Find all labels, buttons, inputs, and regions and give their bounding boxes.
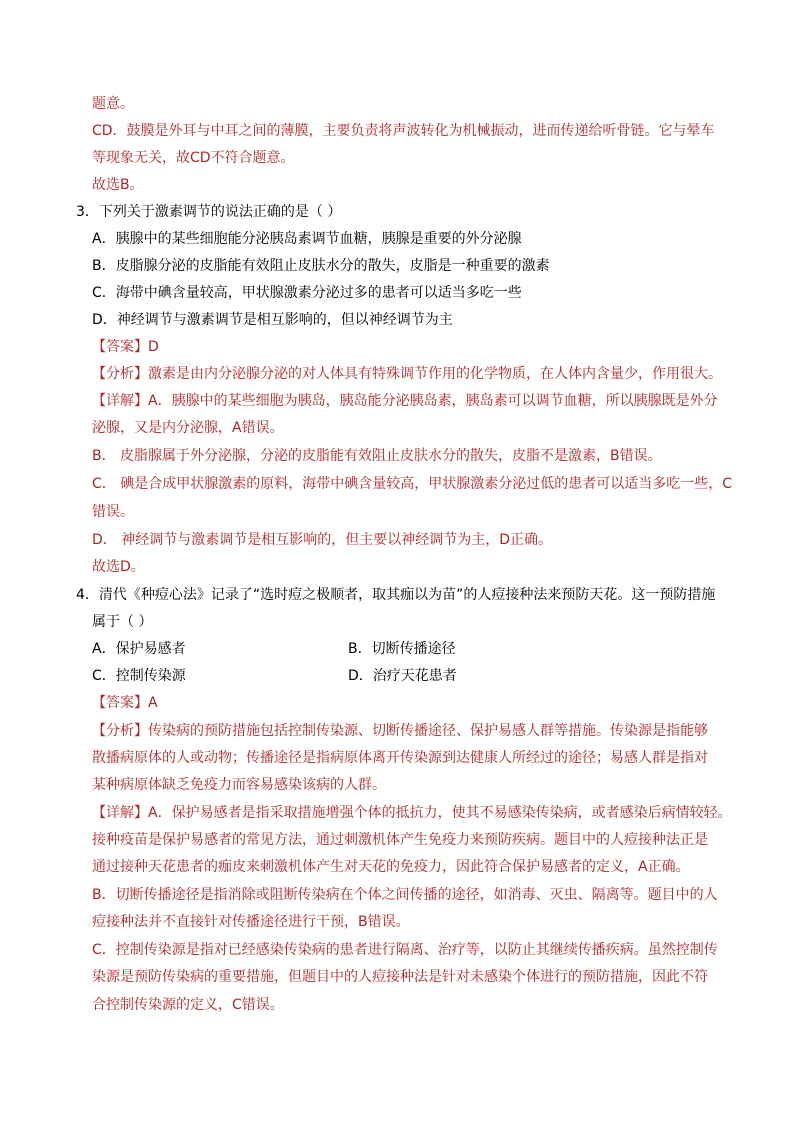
question-3-explanation: D． 神经调节与激素调节是相互影响的，但主要以神经调节为主，D正确。 (92, 532, 553, 548)
question-3-explanation: B． 皮脂腺属于外分泌腺，分泌的皮脂能有效阻止皮肤水分的散失，皮脂不是激素，B错误。 (92, 448, 662, 464)
text-line: 题意。 (92, 96, 134, 112)
question-3-explanation: C． 碘是合成甲状腺激素的原料，海带中碘含量较高，甲状腺激素分泌过低的患者可以适当多吃一些，C (92, 476, 732, 492)
question-3-option-b: B．皮脂腺分泌的皮脂能有效阻止皮肤水分的散失，皮脂是一种重要的激素 (92, 258, 550, 274)
question-3-explanation: 泌腺，又是内分泌腺，A错误。 (92, 420, 284, 436)
question-4-option-b: B．切断传播途径 (348, 641, 456, 657)
question-3-explanation: 错误。 (92, 504, 134, 520)
question-3-answer: 【答案】D (92, 339, 159, 355)
question-4-explanation: 合控制传染源的定义，C错误。 (92, 997, 284, 1013)
question-4-explanation: 染源是预防传染病的重要措施，但题目中的人痘接种法是针对未感染个体进行的预防措施，因此不符 (92, 969, 708, 985)
question-4-explanation: B．切断传播途径是指消除或阻断传染病在个体之间传播的途径，如消毒、灭虫、隔离等。题目中的人 (92, 887, 718, 903)
question-3-option-d: D．神经调节与激素调节是相互影响的，但以神经调节为主 (92, 312, 453, 328)
question-4-explanation: 接种疫苗是保护易感者的常见方法，通过刺激机体产生免疫力来预防疾病。题目中的人痘接种法正是 (92, 832, 708, 848)
question-3-stem: 3．下列关于激素调节的说法正确的是（ ） (76, 204, 342, 220)
text-line: 故选B。 (92, 177, 144, 193)
question-4-analysis: 散播病原体的人或动物；传播途径是指病原体离开传染源到达健康人所经过的途径；易感人群是指对 (92, 750, 708, 766)
question-4-stem: 属于（ ） (92, 614, 153, 630)
question-4-analysis: 某种病原体缺乏免疫力而容易感染该病的人群。 (92, 777, 386, 793)
question-4-explanation: 通过接种天花患者的痂皮来刺激机体产生对天花的免疫力，因此符合保护易感者的定义，A正确。 (92, 859, 690, 875)
text-line: CD．鼓膜是外耳与中耳之间的薄膜，主要负责将声波转化为机械振动，进而传递给听骨链。它与晕车 (92, 123, 715, 139)
question-4-option-d: D．治疗天花患者 (348, 668, 457, 684)
question-4-option-c: C．控制传染源 (92, 668, 186, 684)
question-4-answer: 【答案】A (92, 695, 158, 711)
question-4-explanation: C．控制传染源是指对已经感染传染病的患者进行隔离、治疗等，以防止其继续传播疾病。虽然控制传 (92, 942, 718, 958)
text-line: 等现象无关，故CD不符合题意。 (92, 150, 295, 166)
question-3-explanation: 故选D。 (92, 559, 145, 575)
question-4-stem: 4．清代《种痘心法》记录了“选时痘之极顺者，取其痂以为苗”的人痘接种法来预防天花。这一预防措施 (76, 587, 716, 603)
question-3-analysis: 【分析】激素是由内分泌腺分泌的对人体具有特殊调节作用的化学物质，在人体内含量少，作用很大。 (92, 366, 722, 382)
question-3-explanation: 【详解】A．胰腺中的某些细胞为胰岛，胰岛能分泌胰岛素，胰岛素可以调节血糖，所以胰腺既是外分 (92, 393, 718, 409)
question-4-explanation: 【详解】A．保护易感者是指采取措施增强个体的抵抗力，使其不易感染传染病，或者感染后病情较轻。 (92, 805, 732, 821)
question-4-explanation: 痘接种法并不直接针对传播途径进行干预，B错误。 (92, 914, 410, 930)
question-3-option-c: C．海带中碘含量较高，甲状腺激素分泌过多的患者可以适当多吃一些 (92, 285, 522, 301)
question-4-analysis: 【分析】传染病的预防措施包括控制传染源、切断传播途径、保护易感人群等措施。传染源是指能够 (92, 723, 708, 739)
question-3-option-a: A．胰腺中的某些细胞能分泌胰岛素调节血糖，胰腺是重要的外分泌腺 (92, 231, 522, 247)
question-4-option-a: A．保护易感者 (92, 641, 186, 657)
